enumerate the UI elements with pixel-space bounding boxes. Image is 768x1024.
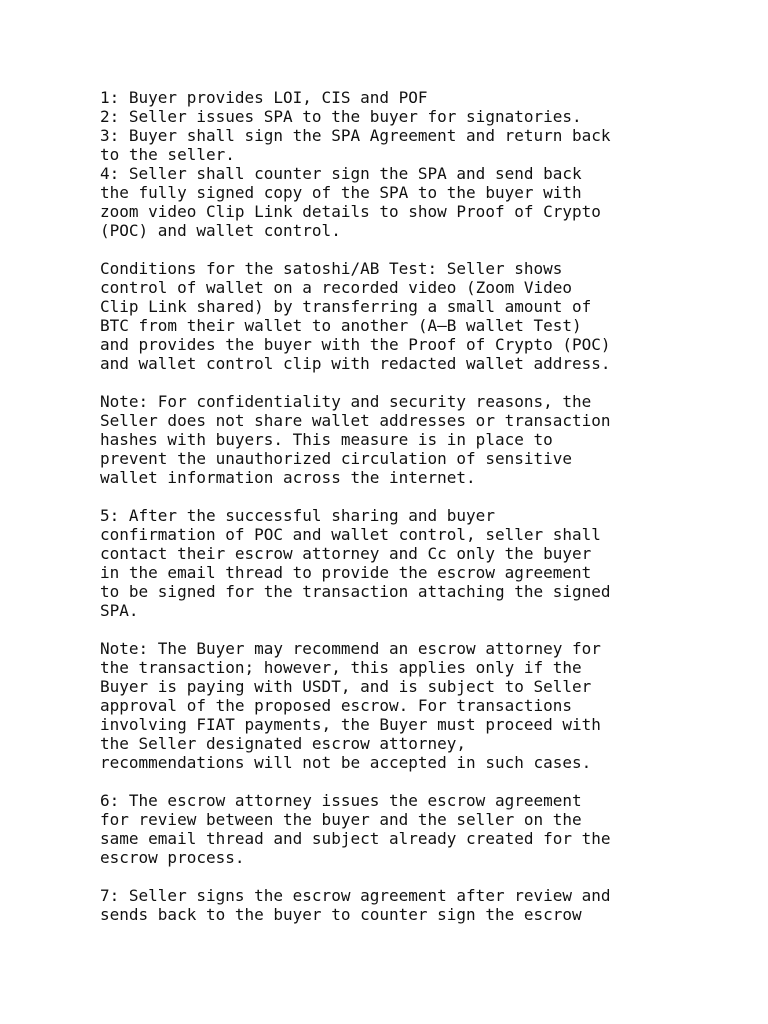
steps-1-to-4-paragraph: 1: Buyer provides LOI, CIS and POF 2: Seller issues SPA to the buyer for signatories. 3: Buyer shall sign the SPA Agreement and return back to the seller. 4: Seller shall counter sign the SPA and send back the fully signed copy of the SPA to the buyer with zoom video Clip Link details to show Proof of Crypto (POC) and wallet control. [100,88,611,240]
step-5-paragraph: 5: After the successful sharing and buyer confirmation of POC and wallet control, seller shall contact their escrow attorney and Cc only the buyer in the email thread to provide the escrow agreement to be signed for the transaction attaching the signed SPA. [100,506,611,620]
step-6-paragraph: 6: The escrow attorney issues the escrow agreement for review between the buyer and the seller on the same email thread and subject already created for the escrow process. [100,791,611,867]
confidentiality-note-paragraph: Note: For confidentiality and security reasons, the Seller does not share wallet addresses or transaction hashes with buyers. This measure is in place to prevent the unauthorized circulation of sensitive wallet information across the internet. [100,392,611,487]
escrow-note-paragraph: Note: The Buyer may recommend an escrow attorney for the transaction; however, this applies only if the Buyer is paying with USDT, and is subject to Seller approval of the proposed escrow. For transactions involving FIAT payments, the Buyer must proceed with the Seller designated escrow attorney, recommendations will not be accepted in such cases. [100,639,601,772]
step-7-paragraph: 7: Seller signs the escrow agreement after review and sends back to the buyer to counter sign the escrow [100,886,611,924]
conditions-paragraph: Conditions for the satoshi/AB Test: Seller shows control of wallet on a recorded video (Zoom Video Clip Link shared) by transferring a small amount of BTC from their wallet to another (A–B wallet Test) and provides the buyer with the Proof of Crypto (POC) and wallet control clip with redacted wallet address. [100,259,611,373]
